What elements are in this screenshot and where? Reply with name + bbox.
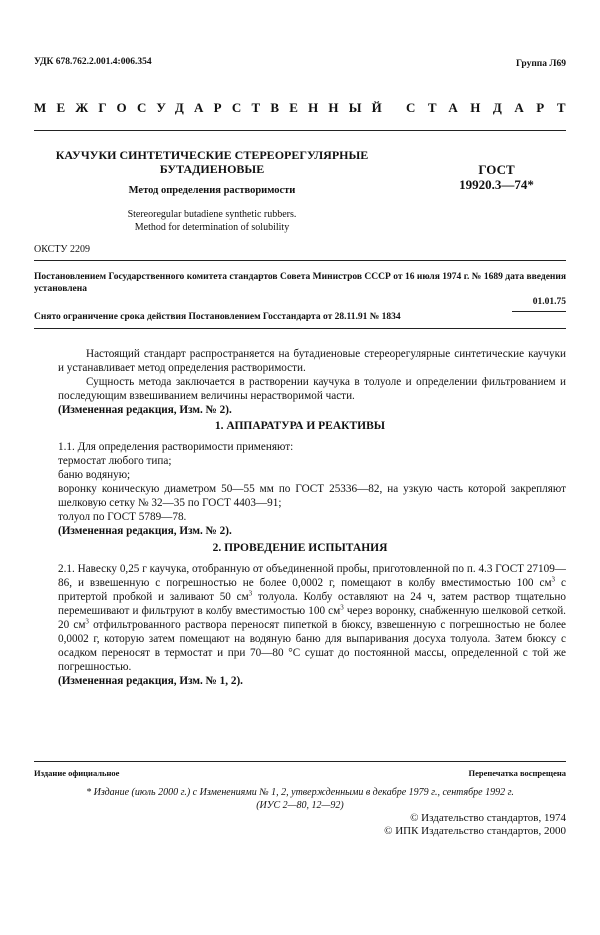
banner-interstate: МЕЖГОСУДАРСТВЕННЫЙ — [34, 100, 392, 115]
title-line-1: КАУЧУКИ СИНТЕТИЧЕСКИЕ СТЕРЕОРЕГУЛЯРНЫЕ — [55, 148, 369, 162]
section-1-item-2: баню водяную; — [58, 469, 131, 481]
intro-edit-note: (Измененная редакция, Изм. № 2). — [58, 404, 232, 416]
reprint-prohibited-label: Перепечатка воспрещена — [468, 768, 566, 778]
english-title-line-2: Method for determination of solubility — [134, 222, 290, 233]
section-1-paragraph: 1.1. Для определения растворимости применяют: — [58, 441, 294, 453]
group-code: Группа Л69 — [515, 59, 566, 69]
official-edition-label: Издание официальное — [34, 768, 120, 778]
copyright-1974: © Издательство стандартов, 1974 — [410, 812, 566, 824]
udk-code: УДК 678.762.2.001.4:006.354 — [34, 57, 152, 67]
section-2-text-d: через воронку, снабженную шелковой сеткой. 20 см — [58, 605, 566, 631]
copyright-block — [384, 812, 566, 838]
section-1-item-1: термостат любого типа; — [58, 455, 172, 467]
section-2-edit-note: (Измененная редакция, Изм. № 1, 2). — [58, 675, 243, 687]
document-title — [40, 148, 384, 176]
introduction-date: 01.01.75 — [532, 297, 566, 307]
intro-paragraph-1: Настоящий стандарт распространяется на бутадиеновые стереорегулярные синтетические каучуки и устанавливает метод определения растворимости. — [58, 348, 566, 374]
section-1-edit-note: (Измененная редакция, Изм. № 2). — [58, 525, 232, 537]
cancel-note: Снято ограничение срока действия Постановлением Госстандарта от 28.11.91 № 1834 — [34, 312, 401, 322]
edition-note-line-2: (ИУС 2—80, 12—92) — [256, 800, 344, 811]
section-2-title: 2. ПРОВЕДЕНИЕ ИСПЫТАНИЯ — [212, 542, 388, 554]
gost-label: ГОСТ — [478, 162, 515, 177]
header-divider — [34, 130, 566, 131]
title-line-2: БУТАДИЕНОВЫЕ — [159, 162, 265, 176]
section-2-text-c: толуола. Колбу оставляют на 24 ч, затем раствор тщательно перемешивают и фильтруют в колбу вместимостью 100 см — [58, 591, 566, 617]
section-2-paragraph — [58, 562, 566, 674]
method-title: Метод определения растворимости — [128, 185, 296, 196]
superscript-3: 3 — [85, 617, 89, 626]
section-2-text-e: отфильтрованного раствора переносят пипеткой в бюксу, взвешенную с погрешностью не более 0,0002 г, которую затем помещают на водяную баню для выпаривания досуха толуола. Затем бюксу с осадком переносят в термостат и при 70—80 °С сушат до постоянной массы, определенной с той же погрешностью. — [58, 619, 567, 673]
section-2-text-b: с притертой пробкой и заливают 50 см — [58, 577, 566, 603]
gost-designation — [444, 162, 549, 192]
section-1-item-3: воронку коническую диаметром 50—55 мм по ГОСТ 25336—82, на узкую часть которой закрепляют шелковую сетку № 32—35 по ГОСТ 4403—91; — [58, 483, 566, 509]
resolution-divider — [34, 328, 566, 329]
resolution-text: Постановлением Государственного комитета стандартов Совета Министров СССР от 16 июля 1974 г. № 1689 дата введения установлена — [34, 272, 566, 294]
english-title — [40, 208, 384, 234]
superscript-3: 3 — [340, 603, 344, 612]
title-divider — [34, 260, 566, 261]
copyright-2000: © ИПК Издательство стандартов, 2000 — [384, 825, 566, 837]
banner-standard: СТАНДАРТ — [405, 100, 578, 115]
date-underline — [512, 311, 566, 312]
intro-section — [58, 347, 566, 417]
section-2-text-a: 2.1. Навеску 0,25 г каучука, отобранную от объединенной пробы, приготовленной по п. 4.3 ГОСТ 27109—86, и взвешенную с погрешностью не более 0,0002 г, помещают в колбу вместимостью 100 см — [58, 563, 566, 589]
section-1-title: 1. АППАРАТУРА И РЕАКТИВЫ — [214, 420, 386, 432]
edition-note — [34, 786, 566, 812]
section-1-item-4: толуол по ГОСТ 5789—78. — [58, 511, 187, 523]
superscript-3: 3 — [248, 589, 253, 598]
section-2 — [58, 562, 566, 688]
intro-paragraph-2: Сущность метода заключается в растворении каучука в толуоле и определении фильтрованием и последующим взвешиванием величины нерастворимой части. — [58, 376, 566, 402]
superscript-3: 3 — [551, 575, 556, 584]
section-1 — [58, 440, 566, 538]
english-title-line-1: Stereoregular butadiene synthetic rubbers. — [127, 209, 297, 220]
footer-divider — [34, 761, 566, 762]
oksty-code: ОКСТУ 2209 — [34, 244, 91, 255]
edition-note-line-1: * Издание (июль 2000 г.) с Изменениями № 1, 2, утвержденными в декабре 1979 г., сентябре 1992 г. — [86, 787, 514, 798]
title-block — [40, 148, 384, 234]
gost-number: 19920.3—74* — [459, 177, 534, 192]
